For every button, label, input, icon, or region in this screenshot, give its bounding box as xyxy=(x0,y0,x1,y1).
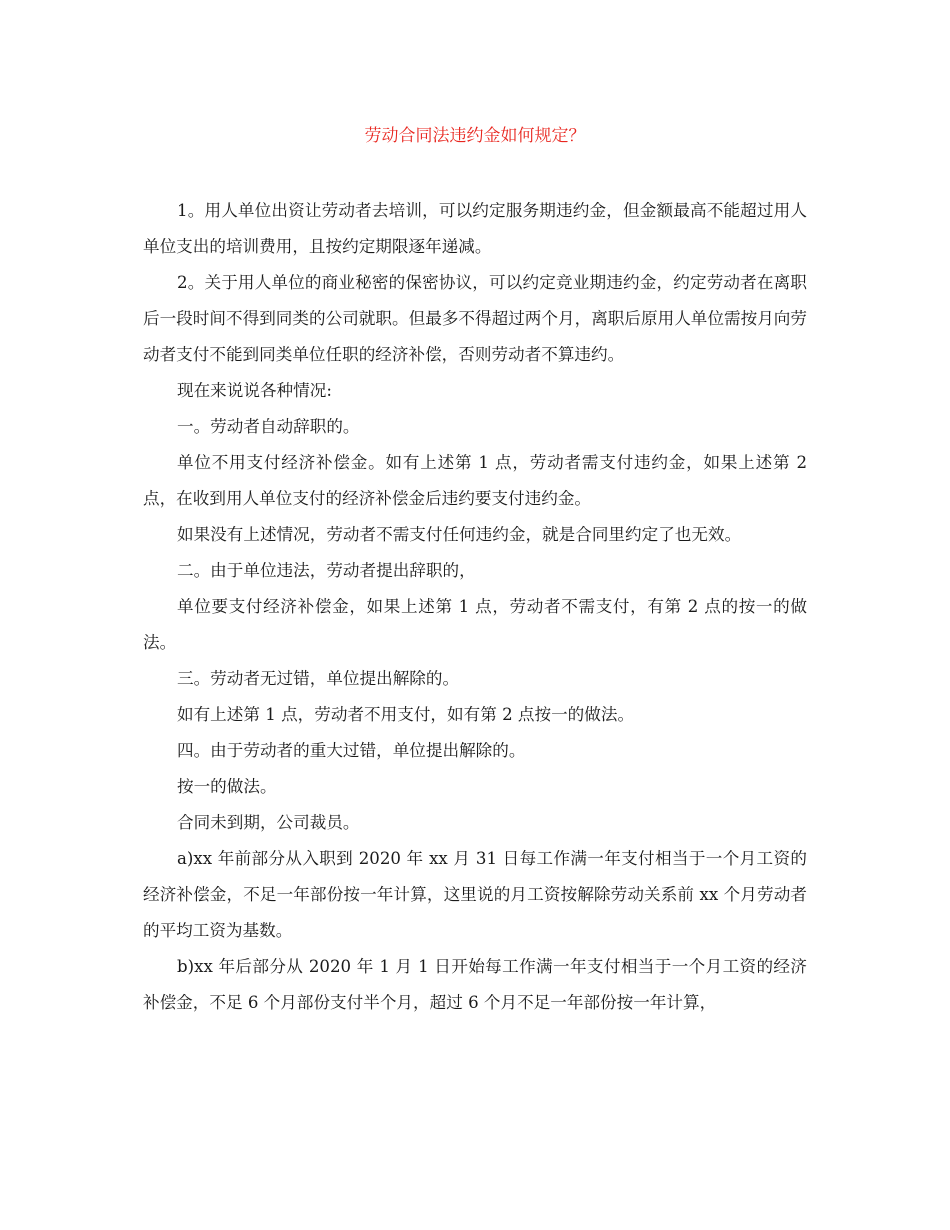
paragraph-3: 现在来说说各种情况: xyxy=(177,381,332,400)
paragraph-6: 如果没有上述情况，劳动者不需支付任何违约金，就是合同里约定了也无效。 xyxy=(177,525,742,544)
paragraph-13: 合同未到期，公司裁员。 xyxy=(177,813,360,832)
paragraph-8: 单位要支付经济补偿金，如果上述第 1 点，劳动者不需支付，有第 2 点的按一的做法。 xyxy=(143,597,807,652)
paragraph-15: b)xx 年后部分从 2020 年 1 月 1 日开始每工作满一年支付相当于一个月工资的经济补偿金，不足 6 个月部份支付半个月，超过 6 个月不足一年部份按一年计算， xyxy=(143,957,807,1012)
paragraph-2: 2。关于用人单位的商业秘密的保密协议，可以约定竞业期违约金，约定劳动者在离职后一段时间不得到同类的公司就职。但最多不得超过两个月，离职后原用人单位需按月向劳动者支付不能到同类单位任职的经济补偿，否则劳动者不算违约。 xyxy=(143,273,807,364)
paragraph-7: 二。由于单位违法，劳动者提出辞职的， xyxy=(177,561,476,580)
paragraph-12: 按一的做法。 xyxy=(177,777,277,796)
paragraph-10: 如有上述第 1 点，劳动者不用支付，如有第 2 点按一的做法。 xyxy=(177,705,635,724)
paragraph-9: 三。劳动者无过错，单位提出解除的。 xyxy=(177,669,460,688)
document-body xyxy=(143,193,807,1021)
paragraph-4: 一。劳动者自动辞职的。 xyxy=(177,417,360,436)
paragraph-14: a)xx 年前部分从入职到 2020 年 xx 月 31 日每工作满一年支付相当于一个月工资的经济补偿金，不足一年部份按一年计算，这里说的月工资按解除劳动关系前 xx 个月劳动者的平均工资为基数。 xyxy=(143,849,807,940)
document-title: 劳动合同法违约金如何规定？ xyxy=(364,126,586,146)
paragraph-5: 单位不用支付经济补偿金。如有上述第 1 点，劳动者需支付违约金，如果上述第 2 点，在收到用人单位支付的经济补偿金后违约要支付违约金。 xyxy=(143,453,807,508)
paragraph-11: 四。由于劳动者的重大过错，单位提出解除的。 xyxy=(177,741,526,760)
paragraph-1: 1。用人单位出资让劳动者去培训，可以约定服务期违约金，但金额最高不能超过用人单位支出的培训费用，且按约定期限逐年递减。 xyxy=(143,201,807,256)
